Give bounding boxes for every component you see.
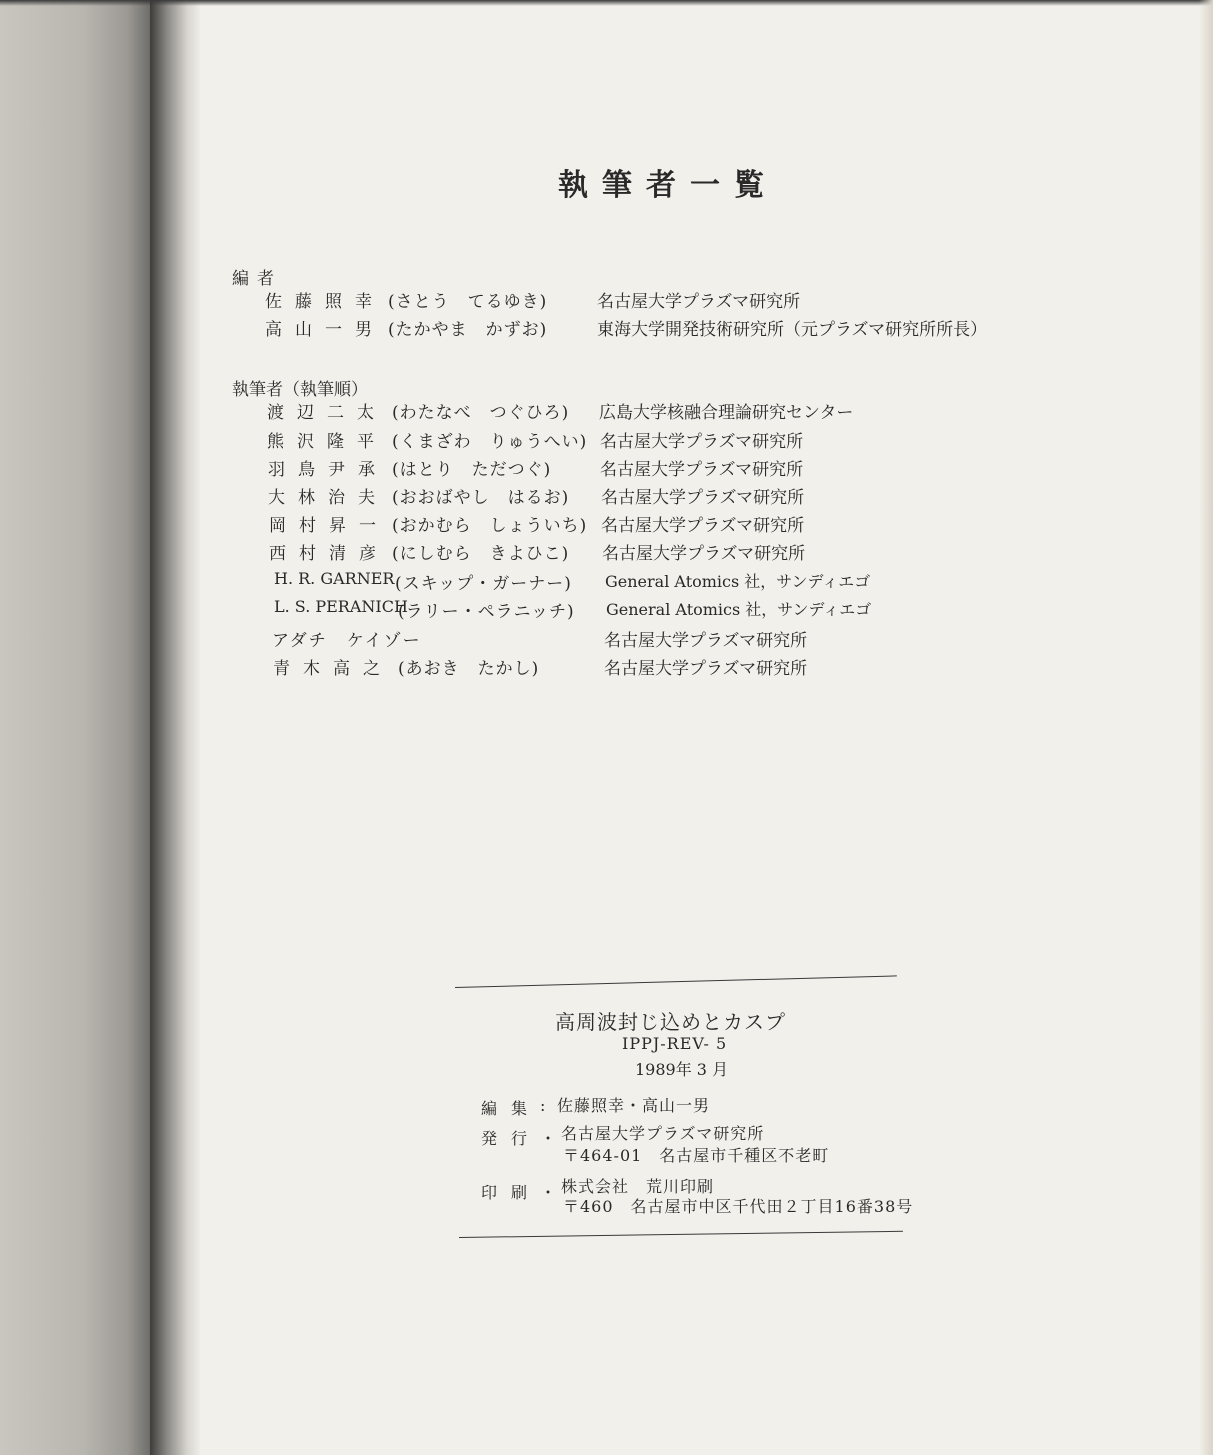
author-name: 青木高之 — [273, 659, 393, 679]
editor-row — [0, 287, 1213, 313]
page-right-edge — [1199, 0, 1213, 1455]
colophon-bottom-rule — [459, 1231, 903, 1238]
author-name: H. R. GARNER — [274, 569, 395, 588]
editing-value: 佐藤照幸・高山一男 — [557, 1096, 711, 1115]
authors-heading: 執筆者（執筆順） — [232, 380, 368, 400]
author-kana: (わたなべ つぐひろ) — [392, 403, 570, 423]
editor-kana: (さとう てるゆき) — [388, 292, 548, 312]
author-name: 渡辺二太 — [267, 403, 387, 423]
editor-name: 佐藤照幸 — [265, 292, 385, 312]
author-row — [0, 511, 1213, 537]
facing-page-edge — [0, 0, 150, 1455]
author-affiliation: 名古屋大学プラズマ研究所 — [601, 516, 805, 536]
publisher-name: 名古屋大学プラズマ研究所 — [561, 1124, 765, 1143]
author-name: アダチ ケイゾー — [272, 631, 422, 651]
printer-separator: ・ — [540, 1183, 557, 1202]
book-gutter-shadow — [150, 0, 200, 1455]
author-row — [0, 626, 1213, 652]
author-row — [0, 539, 1213, 565]
publication-date: 1989年 3 月 — [635, 1060, 729, 1079]
author-affiliation: General Atomics 社，サンディエゴ — [606, 600, 872, 619]
author-row — [0, 455, 1213, 481]
printer-label: 印刷 — [481, 1183, 542, 1202]
author-name: 羽鳥尹承 — [268, 460, 388, 480]
editing-separator: : — [540, 1096, 546, 1115]
author-row — [0, 654, 1213, 680]
author-kana: (おかむら しょういち) — [392, 516, 588, 536]
editor-affiliation: 名古屋大学プラズマ研究所 — [597, 292, 801, 312]
author-row — [0, 398, 1213, 424]
author-kana: (くまざわ りゅうへい) — [392, 432, 588, 452]
editors-heading: 編者 — [232, 269, 282, 289]
author-kana: (あおき たかし) — [398, 659, 540, 679]
author-kana: (スキップ・ガーナー) — [395, 574, 572, 594]
author-row — [0, 597, 1213, 623]
colophon-top-rule — [455, 975, 897, 988]
printer-address: 〒460 名古屋市中区千代田２丁目16番38号 — [563, 1197, 914, 1216]
author-row — [0, 483, 1213, 509]
editor-name: 高山一男 — [265, 320, 385, 340]
author-affiliation: 名古屋大学プラズマ研究所 — [600, 460, 804, 480]
author-row — [0, 569, 1213, 595]
page-title: 執筆者一覧 — [558, 168, 778, 203]
editor-row — [0, 315, 1213, 341]
publisher-address: 〒464-01 名古屋市千種区不老町 — [563, 1146, 830, 1165]
publisher-separator: ・ — [540, 1129, 557, 1148]
author-kana: (ラリー・ペラニッチ) — [398, 602, 575, 622]
author-affiliation: 名古屋大学プラズマ研究所 — [604, 659, 808, 679]
page-top-edge — [0, 0, 1213, 6]
author-kana: (はとり ただつぐ) — [392, 460, 552, 480]
author-row — [0, 427, 1213, 453]
author-kana: (にしむら きよひこ) — [392, 544, 570, 564]
author-affiliation: General Atomics 社，サンディエゴ — [605, 572, 871, 591]
author-affiliation: 名古屋大学プラズマ研究所 — [604, 631, 808, 651]
printer-name: 株式会社 荒川印刷 — [561, 1177, 715, 1196]
editing-label: 編集 — [481, 1099, 542, 1118]
book-title: 高周波封じ込めとカスプ — [555, 1010, 786, 1034]
author-name: L. S. PERANICH — [274, 597, 408, 616]
editor-kana: (たかやま かずお) — [388, 320, 548, 340]
author-kana: (おおばやし はるお) — [392, 488, 570, 508]
publisher-label: 発行 — [481, 1129, 542, 1148]
author-affiliation: 名古屋大学プラズマ研究所 — [601, 488, 805, 508]
editor-affiliation: 東海大学開発技術研究所（元プラズマ研究所所長） — [597, 320, 988, 340]
author-affiliation: 名古屋大学プラズマ研究所 — [600, 432, 804, 452]
author-name: 岡村昇一 — [269, 516, 389, 536]
author-name: 西村清彦 — [269, 544, 389, 564]
author-affiliation: 名古屋大学プラズマ研究所 — [602, 544, 806, 564]
series-number: IPPJ-REV- 5 — [622, 1034, 728, 1053]
author-name: 熊沢隆平 — [267, 432, 387, 452]
author-affiliation: 広島大学核融合理論研究センター — [599, 403, 854, 423]
author-name: 大林治夫 — [268, 488, 388, 508]
